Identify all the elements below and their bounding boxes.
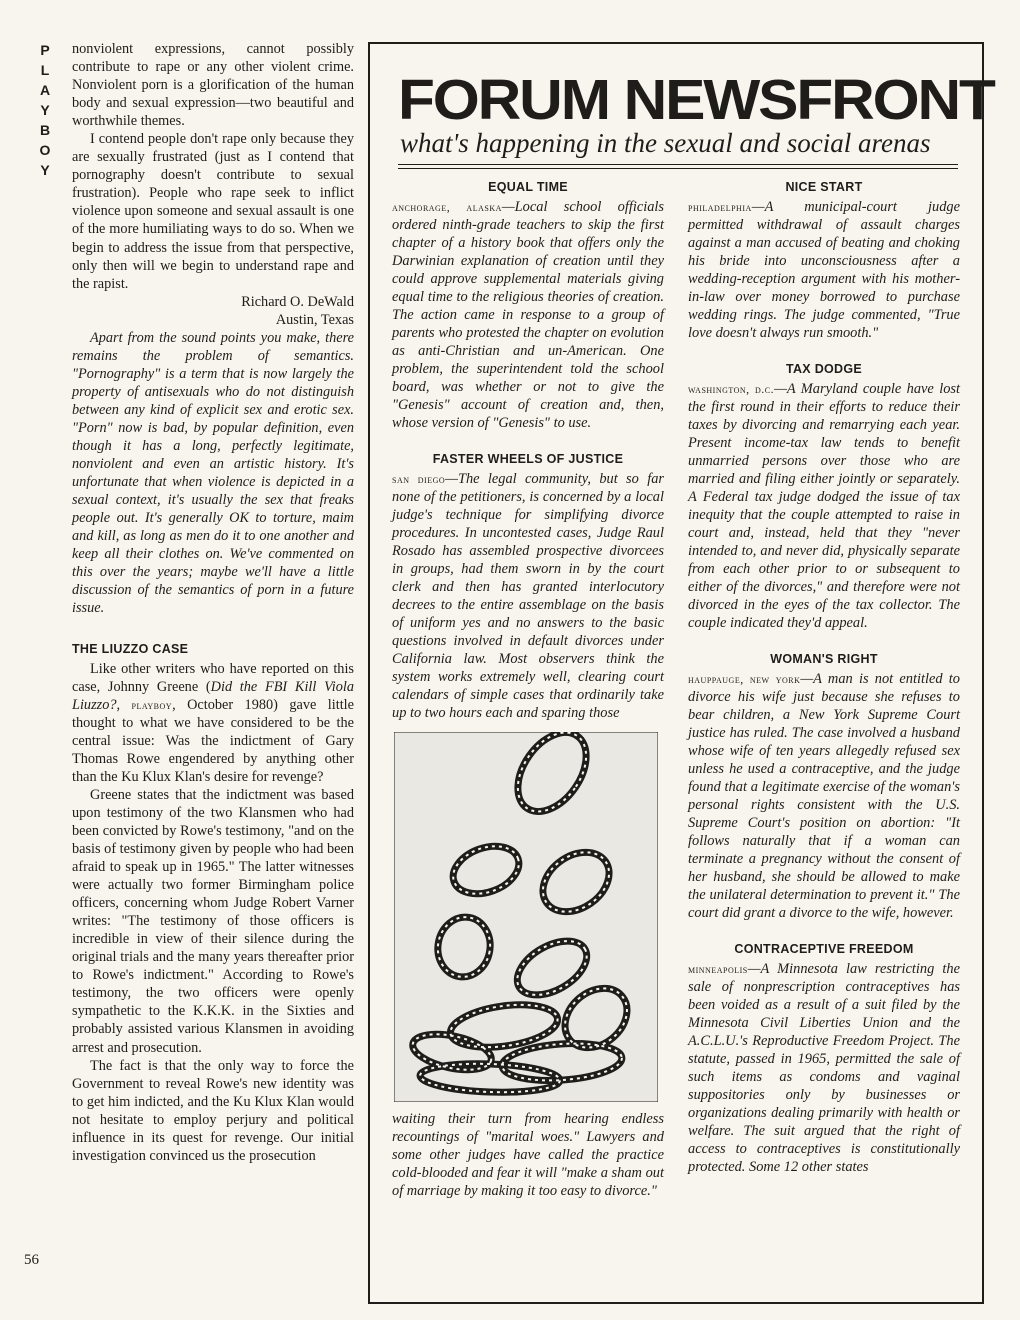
- forum-title: FORUM NEWSFRONT: [398, 68, 994, 132]
- story-heading: WOMAN'S RIGHT: [770, 652, 878, 666]
- masthead-letter: A: [39, 82, 51, 98]
- forum-column-right: [688, 178, 960, 1194]
- story-heading: FASTER WHEELS OF JUSTICE: [432, 452, 624, 466]
- story-heading: EQUAL TIME: [488, 180, 568, 194]
- title-rule: [398, 168, 958, 169]
- story-dateline: minneapolis: [688, 962, 748, 976]
- letter-paragraph: The fact is that the only way to force the Government to reveal Rowe's new identity was to get him indicted, and the Ku Klux Klan would not hesitate to employ perjury and political influence in its quest for revenge. Our initial investigation convinced us the prosecution: [72, 1057, 354, 1164]
- masthead-letter: Y: [40, 162, 50, 178]
- story-heading: NICE START: [785, 180, 863, 194]
- story-faster-wheels: [392, 450, 664, 1200]
- story-contraceptive-freedom: [688, 940, 960, 1176]
- section-heading-liuzzo: THE LIUZZO CASE: [72, 641, 189, 656]
- story-body: [688, 670, 960, 922]
- story-body: [392, 470, 664, 722]
- wedding-rings-illustration: [394, 732, 658, 1102]
- story-dateline: philadelphia: [688, 200, 752, 214]
- story-nice-start: [688, 178, 960, 342]
- story-text: —A municipal-court judge permitted withdrawal of assault charges against a man accused of beating and choking his bride into unconsciousness after a wedding-reception argument with his mother-in-law over money borrowed to purchase wedding rings. The judge commented, "True love doesn't always run smooth.": [688, 199, 960, 341]
- playboy-vertical-masthead: [34, 40, 56, 180]
- magazine-name: playboy: [131, 697, 173, 712]
- masthead-letter: O: [39, 142, 51, 158]
- story-body: [688, 960, 960, 1176]
- story-body: [688, 198, 960, 342]
- letters-column: [72, 40, 354, 1165]
- masthead-letter: B: [39, 122, 51, 138]
- article-title-reference: Did the FBI Kill Viola Liuzzo?: [72, 678, 354, 713]
- story-body: [392, 198, 664, 432]
- letter-paragraph: Greene states that the indictment was based upon testimony of the two Klansmen who had been convicted by Rowe's testimony, "and on the basis of testimony given by people who had been afraid to speak up in 1965." The latter witnesses were actually two former Birmingham police officers, concerning whom Judge Robert Varner writes: "The testimony of those officers is incredible in view of their silence during the original trials and the many years thereafter prior to Rowe's indictment." According to Rowe's testimony, the two officers were openly sympathetic to the K.K.K. in the Sixties and probably assisted various Klansmen in avoiding arrest and prosecution.: [72, 786, 354, 1056]
- story-dateline: san diego: [392, 472, 446, 486]
- forum-subtitle: what's happening in the sexual and social arenas: [400, 128, 931, 158]
- page-number: 56: [24, 1252, 39, 1268]
- letter-paragraph: I contend people don't rape only because they are sexually frustrated (just as I contend that pornography doesn't contribute to sexual frustration). People who rape seek to inflict violence upon someone and sexual assault is one of the more humiliating ways to do so. When we begin to address the issue from that perspective, only then will we begin to understand rape and the rapist.: [72, 131, 354, 292]
- story-text: —A man is not entitled to divorce his wife just because she refuses to bear children, a New York Supreme Court justice has ruled. The case involved a husband whose wife of ten years allegedly refused sex unless he used a contraceptive, and the judge found that a legitimate exercise of the woman's personal rights consistent with the U.S. Supreme Court's position on abortion: "It follows naturally that if a woman can terminate a pregnancy without the consent of her husband, she should be allowed to make the unilateral determination to prevent it." The court did grant a divorce to the wife, however.: [688, 671, 960, 921]
- story-dateline: washington, d.c.: [688, 382, 775, 396]
- story-heading: TAX DODGE: [785, 362, 863, 376]
- letter-signature-name: Richard O. DeWald: [241, 293, 354, 310]
- masthead-letter: P: [40, 42, 50, 58]
- letter-continued-text: nonviolent expressions, cannot possibly contribute to rape or any other violent crime. Nonviolent porn is a glorification of the human body and sexual expression—two beautiful and worthwhile themes.: [72, 41, 354, 130]
- story-equal-time: [392, 178, 664, 432]
- story-text: —A Minnesota law restricting the sale of nonprescription contraceptives has been voided as a result of a suit filed by the Minnesota Civil Liberties Union and the A.C.L.U.'s Reproductive Freedom Project. The statute, passed in 1965, permitted the sale of such items as condoms and vaginal suppositories only by businesses or organizations dealing primarily with health or welfare. The suit argued that the right of access to contraceptives is constitutionally protected. Some 12 other states: [688, 961, 960, 1175]
- masthead-letter: L: [40, 62, 50, 78]
- story-heading: CONTRACEPTIVE FREEDOM: [734, 942, 914, 956]
- masthead-letter: Y: [40, 102, 50, 118]
- text-run: , October 1980) gave little thought to what we have considered to be the central issue: Was the indictment of Gary Thomas Rowe engendered by anything other than the Ku Klux Klan's desire for revenge?: [72, 696, 354, 785]
- story-womans-right: [688, 650, 960, 922]
- story-text: —Local school officials ordered ninth-grade teachers to skip the first chapter of a history book that offers only the Darwinian explanation of creation until they could approve supplemental materials giving equal time to the religious theories of creation. The action came in response to a group of parents who protested the chapter on evolution as anti-Christian and un-American. One problem, the superintendent told the school board, was whether or not to give the "Genesis" account of creation and, then, whose version of "Genesis" to use.: [392, 199, 664, 431]
- forum-newsfront-box: [368, 42, 994, 1304]
- story-text: —The legal community, but so far none of the petitioners, is concerned by a local judge's technique for simplifying divorce procedures. In uncontested cases, Judge Raul Rosado has assembled prospective divorcees in groups, had them sworn in by the court clerk and then has granted interlocutory decrees to the entire assemblage on the basis of uniform yes and no answers to the basic questions involved in default divorces under California law. Most observers think the system works extremely well, clearing court calendars of simple cases that ordinarily take up to two hours each and sparing those: [392, 471, 664, 721]
- story-body: [688, 380, 960, 632]
- story-dateline: hauppauge, new york: [688, 672, 801, 686]
- story-text: —A Maryland couple have lost the first round in their efforts to reduce their taxes by divorcing and remarrying each year. Present income-tax law tends to benefit unmarried persons over those who are married and filing either jointly or separately. A Federal tax judge dodged the issue of tax inequity that the couple attempted to raise in court and, instead, held that they "never intended to, and never did, physically separate from each other prior to or subsequent to either of the divorces," and therefore were not divorced in the eyes of the tax collector. The couple indicated they'd appeal.: [688, 381, 960, 631]
- editor-reply: Apart from the sound points you make, there remains the problem of semantics. "Pornography" is a term that is now largely the property of antisexuals who do not distinguish between any kind of explicit sex and erotic sex. "Porn" now is bad, by popular definition, even though it has a long, perfectly legitimate, nonviolent and even an artistic history. It's unfortunate that when violence is depicted in a sexual context, it's usually the sex that freaks people out. It's generally OK to torture, maim and kill, as long as men do it to one another and keep all their clothes on. We've commented on this over the years; maybe we'll have a little discussion of the semantics of porn in a future issue.: [72, 329, 354, 617]
- letter-paragraph: Like other writers who have reported on this case, Johnny Greene (Did the FBI Kill Viola Liuzzo?, playboy, October 1980) gave little thought to what we have considered to be the central issue: Was the indictment of Gary Thomas Rowe engendered by anything other than the Ku Klux Klan's desire for revenge?: [72, 660, 354, 785]
- text-run: Like other writers who have reported on this case, Johnny Greene (: [72, 660, 354, 695]
- story-dateline: anchorage, alaska: [392, 200, 502, 214]
- title-rule: [398, 164, 958, 165]
- story-tax-dodge: [688, 360, 960, 632]
- letter-signature-place: Austin, Texas: [275, 311, 354, 328]
- story-body-continued: waiting their turn from hearing endless recountings of "marital woes." Lawyers and some other judges have called the practice cold-blooded and fear it will "make a sham out of marriage by making it too easy to divorce.": [392, 1111, 664, 1199]
- forum-column-left: [392, 178, 664, 1218]
